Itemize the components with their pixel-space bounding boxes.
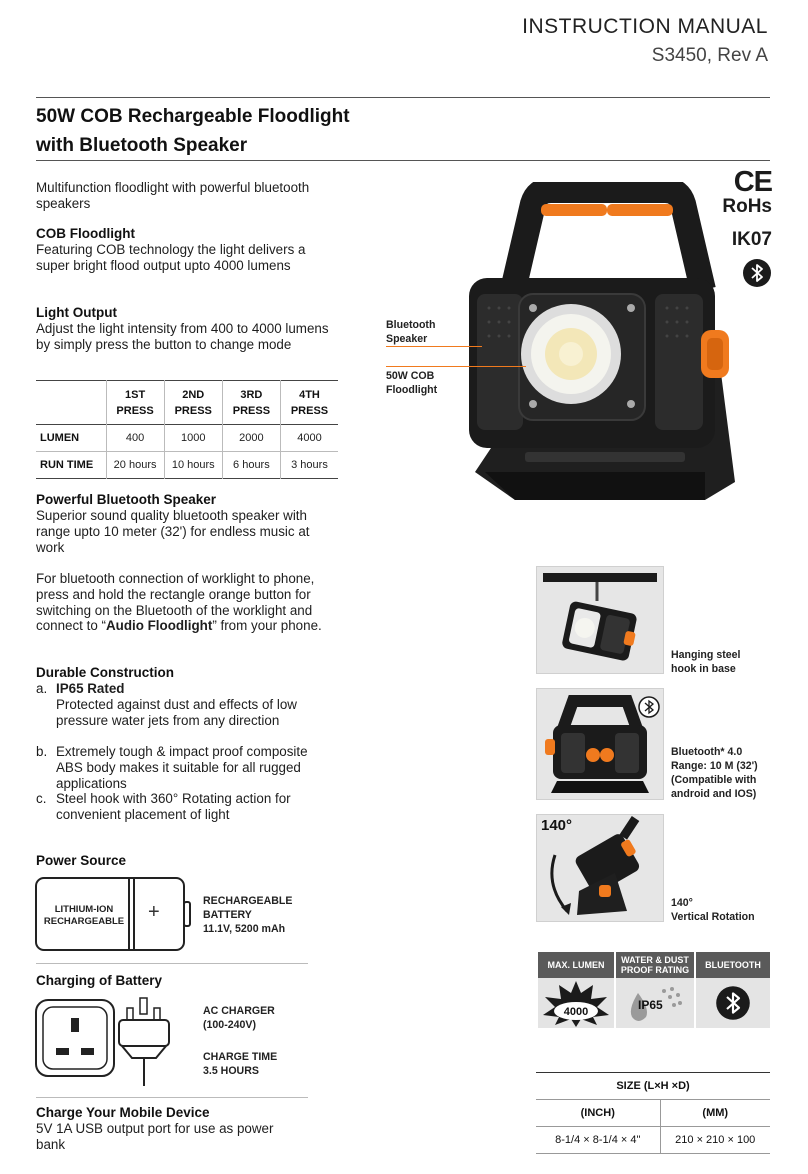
list-marker: b. — [36, 744, 48, 759]
table-header-cell: 1ST PRESS — [106, 381, 164, 425]
durable-heading: Durable Construction — [36, 665, 175, 680]
bluetooth-badge-icon — [715, 985, 751, 1021]
badge-heading: BLUETOOTH — [696, 952, 770, 978]
lumen-burst-icon — [541, 979, 611, 1027]
list-item-text: Protected against dust and effects of low pressure water jets from any direction — [56, 696, 297, 728]
table-header-cell: 2ND PRESS — [164, 381, 222, 425]
bluetooth-badge — [696, 952, 770, 1028]
size-mm-value: 210 × 210 × 100 — [660, 1127, 770, 1154]
ip-rating-badge — [616, 952, 694, 1028]
intro-text: Multifunction floodlight with powerful bluetooth speakers — [36, 180, 310, 211]
ik-rating: IK07 — [731, 229, 772, 250]
product-title — [36, 102, 456, 160]
speaker-text: Superior sound quality bluetooth speaker with range upto 10 meter (32') for endless music at work — [36, 508, 310, 555]
list-item: Steel hook with 360° Rotating action for convenient placement of light — [56, 791, 291, 822]
angle-badge: 140° — [541, 817, 573, 834]
badge-heading: MAX. LUMEN — [538, 952, 614, 978]
list-item-title: IP65 Rated — [56, 681, 125, 696]
charger-spec: AC CHARGER (100-240V) — [203, 1005, 275, 1031]
table-cell: 400 — [106, 425, 164, 452]
list-marker: a. — [36, 681, 48, 696]
table-header-cell — [36, 381, 106, 425]
app-name: Audio Floodlight — [105, 618, 213, 634]
table-row — [536, 1073, 770, 1100]
list-marker: c. — [36, 791, 47, 806]
table-cell: LUMEN — [40, 432, 80, 444]
battery-plus: + — [148, 901, 160, 923]
connection-text: For bluetooth connection of worklight to phone, press and hold the rectangle orange button for switching on the Bluetooth of the worklight and connect to “Audio Floodlight” from your phone. — [36, 571, 322, 634]
bluetooth-caption: Bluetooth* 4.0 Range: 10 M (32') (Compatible with android and IOS) — [671, 746, 758, 800]
rohs-mark: RoHs — [722, 196, 772, 217]
title-divider — [36, 160, 770, 161]
table-row — [536, 1127, 770, 1154]
product-title-line-2: with Bluetooth Speaker — [36, 135, 248, 156]
bluetooth-photo-panel — [536, 688, 664, 800]
charging-heading: Charging of Battery — [36, 973, 163, 988]
table-header-cell: 3RD PRESS — [222, 381, 280, 425]
list-item — [56, 681, 336, 728]
table-row — [536, 1100, 770, 1127]
table-cell: 20 hours — [106, 452, 164, 479]
hanging-hook-image — [537, 567, 663, 673]
table-cell: 3 hours — [280, 452, 338, 479]
table-row — [36, 425, 338, 452]
mobile-text: 5V 1A USB output port for use as power bank — [36, 1121, 274, 1152]
table-cell: RUN TIME — [40, 459, 94, 471]
ip-value: IP65 — [638, 998, 663, 1012]
header-divider — [36, 97, 770, 98]
size-mm-header: (MM) — [660, 1100, 770, 1127]
floodlight-leader-line — [386, 366, 526, 367]
table-cell: 1000 — [164, 425, 222, 452]
size-title: SIZE (L×H ×D) — [616, 1080, 690, 1092]
light-output-table — [36, 380, 338, 479]
table-cell: 6 hours — [222, 452, 280, 479]
floodlight-callout: 50W COB Floodlight — [386, 370, 438, 396]
speaker-heading: Powerful Bluetooth Speaker — [36, 492, 217, 507]
bluetooth-speaker-image — [537, 689, 663, 799]
lumen-value: 4000 — [563, 1006, 589, 1018]
wall-socket-icon — [34, 994, 118, 1084]
battery-description: RECHARGEABLE BATTERY 11.1V, 5200 mAh — [203, 895, 293, 935]
table-row — [36, 452, 338, 479]
size-inch-value: 8-1/4 × 8-1/4 × 4" — [555, 1134, 641, 1146]
light-output-text: Adjust the light intensity from 400 to 4000 lumens by simply press the button to change mode — [36, 321, 329, 352]
cob-text: Featuring COB technology the light delivers a super bright flood output upto 4000 lumens — [36, 242, 306, 273]
list-item: Extremely tough & impact proof composite ABS body makes it suitable for all rugged applications — [56, 744, 308, 791]
table-cell: 10 hours — [164, 452, 222, 479]
charge-time: CHARGE TIME 3.5 HOURS — [203, 1051, 278, 1077]
power-heading: Power Source — [36, 853, 127, 868]
model-revision: S3450, Rev A — [651, 45, 768, 66]
table-cell: 2000 — [222, 425, 280, 452]
ce-mark: CE — [733, 166, 772, 198]
section-divider — [36, 963, 308, 964]
size-inch-header: (INCH) — [580, 1107, 615, 1119]
table-header-cell: 4TH PRESS — [280, 381, 338, 425]
cob-heading: COB Floodlight — [36, 226, 135, 241]
size-table — [536, 1072, 770, 1154]
table-cell: 4000 — [280, 425, 338, 452]
speaker-leader-line — [386, 346, 482, 347]
battery-label: LITHIUM-ION RECHARGEABLE — [43, 904, 125, 927]
hook-photo-panel — [536, 566, 664, 674]
table-header-row — [36, 381, 338, 425]
mobile-heading: Charge Your Mobile Device — [36, 1105, 210, 1120]
rotation-caption: 140° Vertical Rotation — [671, 897, 755, 923]
light-output-heading: Light Output — [36, 305, 117, 320]
speaker-callout: Bluetooth Speaker — [386, 319, 436, 345]
floodlight-illustration — [455, 182, 755, 512]
section-divider — [36, 1097, 308, 1098]
charger-plug-icon — [116, 996, 172, 1090]
product-title-line-1: 50W COB Rechargeable Floodlight — [36, 106, 350, 127]
badge-heading: WATER & DUST PROOF RATING — [616, 952, 694, 978]
hook-caption: Hanging steel hook in base — [671, 649, 741, 675]
manual-title: INSTRUCTION MANUAL — [522, 15, 768, 38]
